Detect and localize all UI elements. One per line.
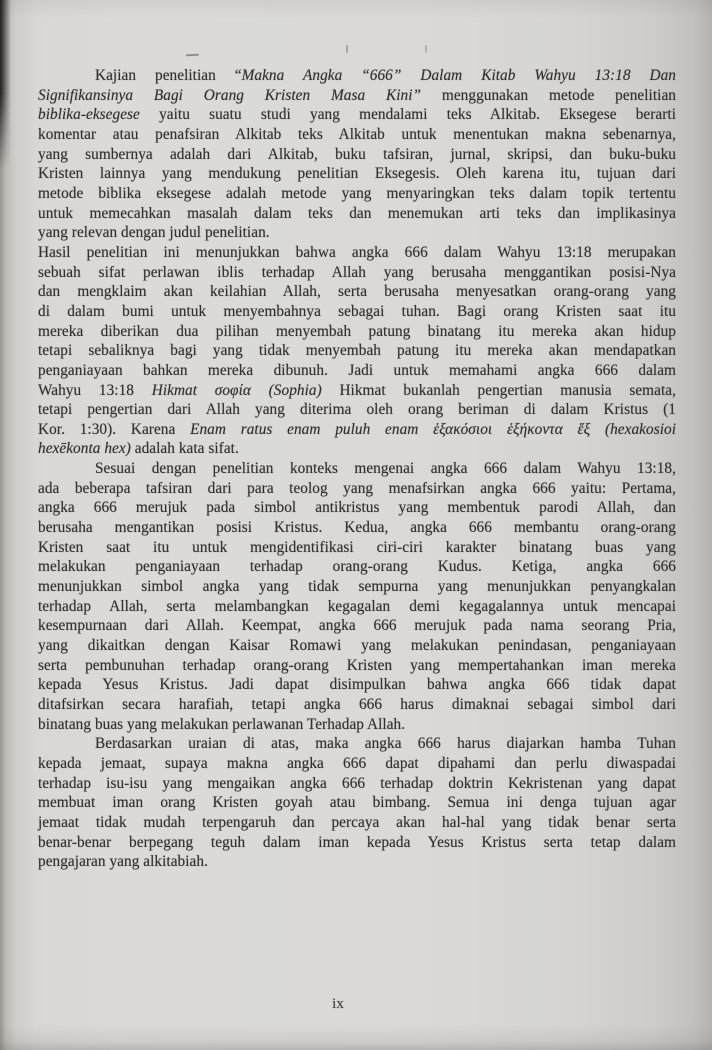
text-line <box>38 145 676 165</box>
text-line <box>38 302 676 322</box>
text-segment: serta pembunuhan terhadap orang-orang Kristen yang mempertahankan iman mereka <box>38 656 676 674</box>
text-segment: menggunakan metode penelitian <box>421 86 676 104</box>
text-line <box>38 204 676 224</box>
text-segment: yang sumbernya adalah dari Alkitab, buku tafsiran, jurnal, skripsi, dan buku-buku <box>38 145 676 163</box>
text-line <box>38 86 676 106</box>
text-line <box>38 263 676 283</box>
text-line <box>38 754 676 774</box>
text-line <box>38 479 676 499</box>
text-line <box>38 793 676 813</box>
text-line <box>38 223 676 243</box>
text-line <box>38 66 676 86</box>
text-segment: yang dikaitkan dengan Kaisar Romawi yang melakukan penindasan, penganiayaan <box>38 637 676 655</box>
text-segment: penganiayaan bahkan mereka dibunuh. Jadi untuk memahami angka 666 dalam <box>38 361 676 379</box>
page-number: ix <box>332 996 344 1012</box>
text-line <box>38 577 676 597</box>
text-line <box>38 105 676 125</box>
text-segment: angka 666 merujuk pada simbol antikristus yang membentuk parodi Allah, dan <box>38 499 676 517</box>
text-line <box>38 459 676 479</box>
text-line <box>38 439 676 459</box>
text-segment: Wahyu 13:18 <box>38 381 152 399</box>
text-line <box>38 813 676 833</box>
document-text <box>38 66 676 872</box>
text-segment: benar-benar berpegang teguh dalam iman kepada Yesus Kristus serta tetap dalam <box>38 833 676 851</box>
text-segment: Kristen lainnya yang mendukung penelitian Eksegesis. Oleh karena itu, tujuan dari <box>38 165 676 183</box>
text-line <box>38 538 676 558</box>
scan-edge-shadow <box>0 0 11 170</box>
text-line <box>38 184 676 204</box>
text-segment: melakukan penganiayaan terhadap orang-orang Kudus. Ketiga, angka 666 <box>38 558 676 576</box>
text-segment: Kajian penelitian “ <box>95 67 242 84</box>
text-line <box>38 361 676 381</box>
italic-text-segment: biblika-eksegese <box>38 106 140 124</box>
text-line <box>38 420 676 440</box>
text-segment: di dalam bumi untuk menyembahnya sebagai tuhan. Bagi orang Kristen saat itu <box>38 302 676 320</box>
text-line <box>38 125 676 145</box>
text-line <box>38 341 676 361</box>
text-segment: kepada Yesus Kristus. Jadi dapat disimpulkan bahwa angka 666 tidak dapat <box>38 676 676 694</box>
text-segment: yaitu suatu studi yang mendalami teks Alkitab. Eksegese berarti <box>139 106 676 124</box>
text-segment: Kristen saat itu untuk mengidentifikasi ciri-ciri karakter binatang buas yang <box>38 538 676 556</box>
text-line <box>38 715 676 735</box>
text-line <box>38 322 676 342</box>
italic-text-segment: Enam ratus enam puluh enam ἑξακόσιοι ἑξήκοντα ἕξ (hexakosioi <box>190 420 677 438</box>
scan-mark-dash <box>186 54 199 56</box>
text-segment: menunjukkan simbol angka yang tidak sempurna yang menunjukkan penyangkalan <box>38 578 676 596</box>
text-line <box>38 381 676 401</box>
text-line <box>38 557 676 577</box>
text-segment: yang relevan dengan judul penelitian. <box>38 224 270 242</box>
text-line <box>38 656 676 676</box>
text-segment: membuat iman orang Kristen goyah atau bimbang. Semua ini denga tujuan agar <box>38 794 676 812</box>
scan-mark-speck <box>346 45 348 53</box>
text-segment: Sesuai dengan penelitian konteks mengenai angka 666 dalam Wahyu 13:18, <box>95 460 676 478</box>
text-segment: adalah kata sifat. <box>130 440 239 458</box>
text-segment: kepada jemaat, supaya makna angka 666 dapat dipahami dan perlu diwaspadai <box>38 754 676 772</box>
text-segment: Kor. 1:30). Karena <box>38 420 191 438</box>
text-line <box>38 675 676 695</box>
text-segment: terhadap Allah, serta melambangkan kegagalan demi kegagalannya untuk mencapai <box>38 597 676 615</box>
text-segment: tetapi sebaliknya bagi yang tidak menyembah patung itu mereka akan mendapatkan <box>38 342 676 360</box>
text-segment: mereka diberikan dua pilihan menyembah patung binatang itu mereka akan hidup <box>38 322 676 340</box>
text-line <box>38 616 676 636</box>
text-segment: jemaat tidak mudah terpengaruh dan percaya akan hal-hal yang tidak benar serta <box>38 813 676 831</box>
text-line <box>38 833 676 853</box>
text-segment: binatang buas yang melakukan perlawanan Terhadap Allah. <box>38 715 406 733</box>
text-line <box>38 400 676 420</box>
italic-text-segment: Hikmat σοφία (Sophia) <box>151 381 322 399</box>
text-segment: berusaha mengantikan posisi Kristus. Kedua, angka 666 membantu orang-orang <box>38 519 676 537</box>
text-segment: tetapi pengertian dari Allah yang diterima oleh orang beriman di dalam Kristus (1 <box>38 401 676 419</box>
text-line <box>38 636 676 656</box>
text-line <box>38 774 676 794</box>
text-segment: ada beberapa tafsiran dari para teolog yang menafsirkan angka 666 yaitu: Pertama, <box>38 479 676 497</box>
text-segment: Hikmat bukanlah pengertian manusia semata, <box>321 381 676 399</box>
text-line <box>38 695 676 715</box>
text-line <box>38 243 676 263</box>
text-segment: komentar atau penafsiran Alkitab teks Alkitab untuk menentukan makna sebenarnya, <box>38 125 676 143</box>
scan-mark-speck <box>425 45 427 53</box>
text-segment: kesempurnaan dari Allah. Keempat, angka 666 merujuk pada nama seorang Pria, <box>38 617 676 635</box>
text-line <box>38 282 676 302</box>
text-segment: Hasil penelitian ini menunjukkan bahwa angka 666 dalam Wahyu 13:18 merupakan <box>38 243 676 261</box>
text-segment: dan mengklaim akan keilahian Allah, serta berusaha menyesatkan orang-orang yang <box>38 283 676 301</box>
text-segment: terhadap isu-isu yang mengaikan angka 666 terhadap doktrin Kekristenan yang dapat <box>38 774 676 792</box>
text-segment: pengajaran yang alkitabiah. <box>38 853 208 871</box>
text-segment: untuk memecahkan masalah dalam teks dan menemukan arti teks dan implikasinya <box>38 204 676 222</box>
text-segment: Berdasarkan uraian di atas, maka angka 666 harus diajarkan hamba Tuhan <box>95 735 676 753</box>
text-segment: sebuah sifat perlawan iblis terhadap Allah yang berusaha menggantikan posisi-Nya <box>38 263 676 281</box>
text-line <box>38 498 676 518</box>
text-line <box>38 734 676 754</box>
text-line <box>38 597 676 617</box>
text-line <box>38 852 676 872</box>
text-line <box>38 518 676 538</box>
italic-text-segment: Signifikansinya Bagi Orang Kristen Masa Kini” <box>38 86 422 104</box>
text-line <box>38 164 676 184</box>
italic-text-segment: Makna Angka “666” Dalam Kitab Wahyu 13:18 Dan <box>241 67 676 84</box>
text-segment: ditafsirkan secara harafiah, tetapi angka 666 harus dimaknai sebagai simbol dari <box>38 696 676 713</box>
italic-text-segment: hexēkonta hex) <box>38 440 131 458</box>
text-segment: metode biblika eksegese adalah metode yang menyaringkan teks dalam topik tertentu <box>38 184 676 202</box>
